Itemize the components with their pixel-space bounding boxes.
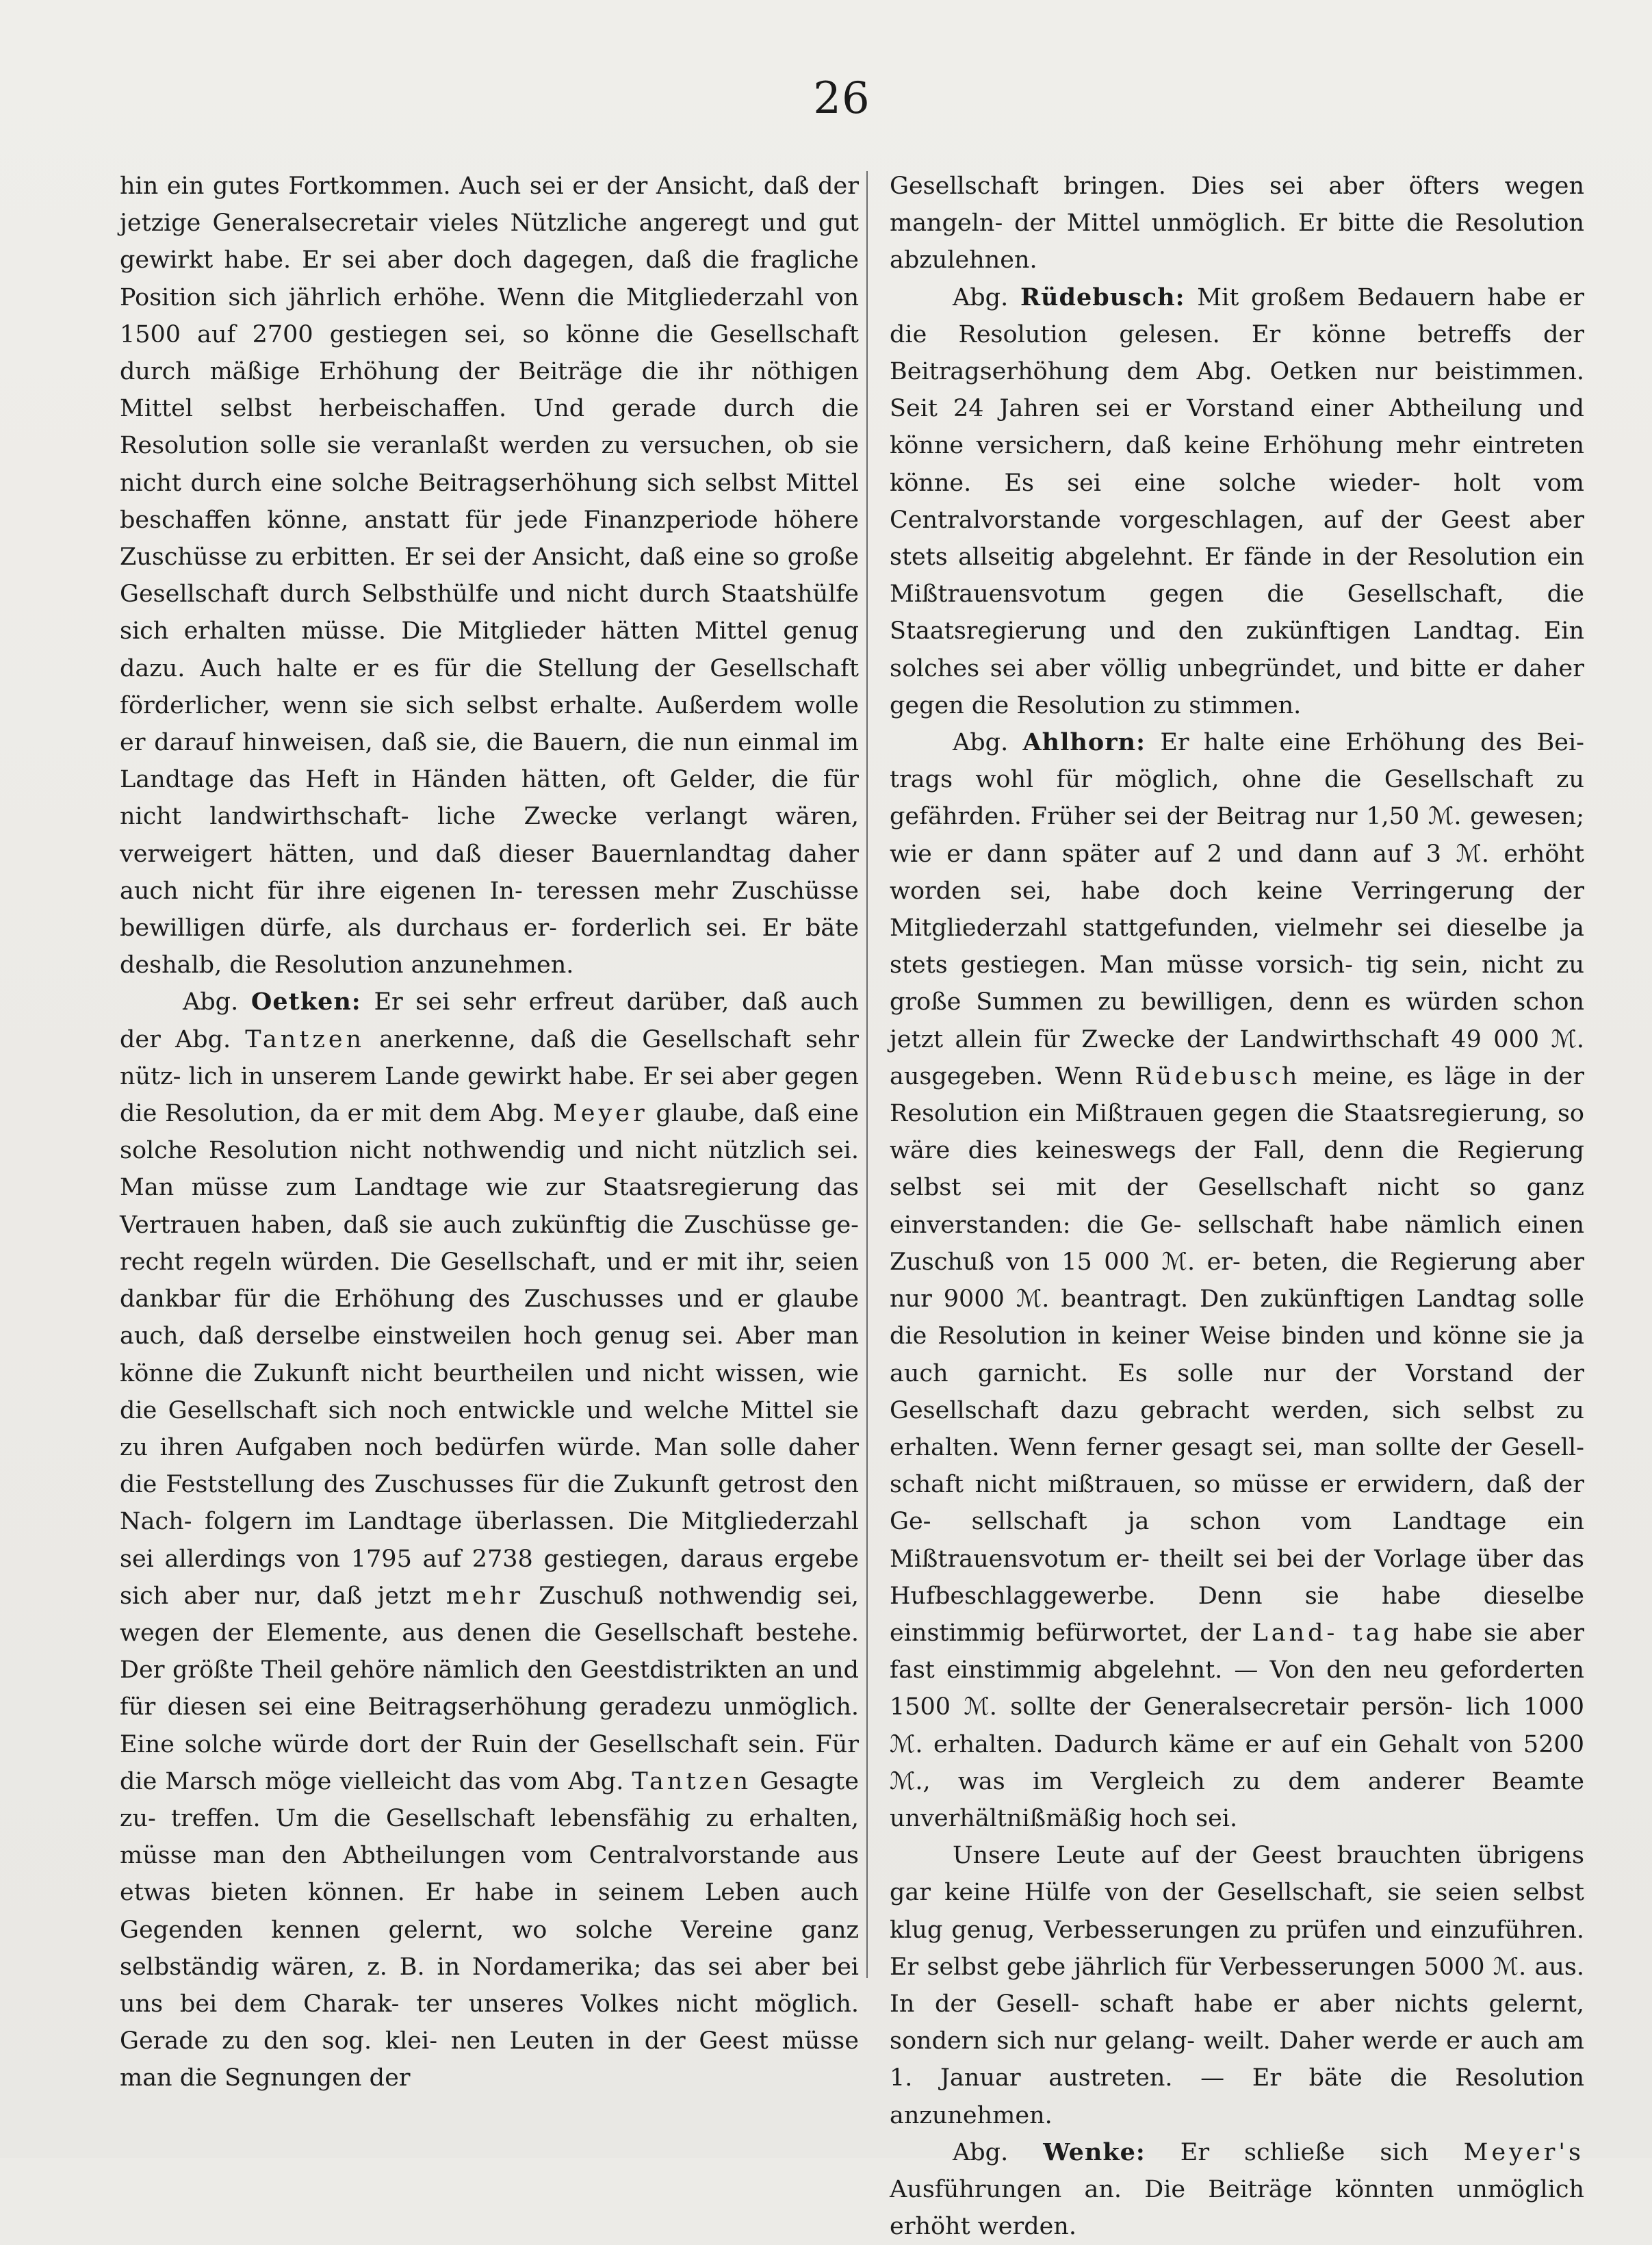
abg-prefix: Abg. xyxy=(953,2138,1009,2166)
paragraph-text: Er schließe sich xyxy=(1180,2138,1429,2166)
paragraph-text: meine, es läge in der Resolution ein Mißtrauen gegen die Staatsregierung, so wäre dies keineswegs der Fall, denn die Regierung selbst sei mit der Gesellschaft nicht so ganz einverstanden: die Ge- sellschaft habe nämlich einen Zuschuß von 15 000 ℳ. er- beten, die Regierung aber nur 9000 ℳ. beantragt. Den zukünftigen Landtag solle die Resolution in keiner Weise binden und könne sie ja auch garnicht. Es solle nur der Vorstand der Gesellschaft dazu gebracht werden, sich selbst zu erhalten. Wenn ferner gesagt sei, man sollte der Gesell- schaft nicht mißtrauen, so müsse er erwidern, daß der Ge- sellschaft ja schon vom Landtage ein Mißtrauensvotum er- theilt sei bei der Vorlage über das Hufbeschlaggewerbe. Denn sie habe dieselbe einstimmig befürwortet, der xyxy=(890,1062,1584,1647)
paragraph-text: Gesagte zu- treffen. Um die Gesellschaft lebensfähig zu erhalten, müsse man den Abtheilungen vom Centralvorstande aus etwas bieten können. Er habe in seinem Leben auch Gegenden kennen gelernt, wo solche Vereine ganz selbständig wären, z. B. in Nordamerika; das sei aber bei uns bei dem Charak- ter unseres Volkes nicht möglich. Gerade zu den sog. klei- nen Leuten in der Geest müsse man die Segnungen der xyxy=(120,1767,859,2092)
emphasized-name: Tantzen xyxy=(632,1767,752,1795)
abg-prefix: Abg. xyxy=(183,988,239,1016)
left-column xyxy=(120,168,859,2097)
speaker-name: Rüdebusch: xyxy=(1020,283,1185,311)
abg-prefix: Abg. xyxy=(953,283,1009,311)
abg-prefix: Abg. xyxy=(953,729,1009,757)
emphasized-name: Rüdebusch xyxy=(1135,1062,1301,1090)
paragraph-text: Mit großem Bedauern habe er die Resolution gelesen. Er könne betreffs der Beitragserhöhung dem Abg. Oetken nur beistimmen. Seit 24 Jahren sei er Vorstand einer Abtheilung und könne versichern, daß keine Erhöhung mehr eintreten könne. Es sei eine solche wieder- holt vom Centralvorstande vorgeschlagen, auf der Geest aber stets allseitig abgelehnt. Er fände in der Resolution ein Mißtrauensvotum gegen die Gesellschaft, die Staatsregierung und den zukünftigen Landtag. Ein solches sei aber völlig unbegründet, und bitte er daher gegen die Resolution zu stimmen. xyxy=(890,283,1584,719)
paragraph-oetken xyxy=(120,984,859,2096)
paragraph-continuation xyxy=(890,168,1584,279)
column-divider xyxy=(866,171,868,1978)
paragraph-text: glaube, daß eine solche Resolution nicht nothwendig und nicht nützlich sei. Man müsse zum Landtage wie zur Staatsregierung das Vertrauen haben, daß sie auch zukünftig die Zuschüsse ge- recht regeln würden. Die Gesellschaft, und er mit ihr, seien dankbar für die Erhöhung des Zuschusses und er glaube auch, daß derselbe einstweilen hoch genug sei. Aber man könne die Zukunft nicht beurtheilen und nicht wissen, wie die Gesellschaft sich noch entwickle und welche Mittel sie zu ihren Aufgaben noch bedürfen würde. Man solle daher die Feststellung des Zuschusses für die Zukunft getrost den Nach- folgern im Landtage überlassen. Die Mitgliederzahl sei allerdings von 1795 auf 2738 gestiegen, daraus ergebe sich aber nur, daß jetzt xyxy=(120,1100,859,1610)
paragraph-text: Zuschuß nothwendig sei, wegen der Elemente, aus denen die Gesellschaft bestehe. Der größte Theil gehöre nämlich den Geestdistrikten an und für diesen sei eine Beitragserhöhung geradezu unmöglich. Eine solche würde dort der Ruin der Gesellschaft sein. Für die Marsch möge vielleicht das vom Abg. xyxy=(120,1582,859,1795)
paragraph-text: anerkenne, daß die Gesellschaft sehr nütz- lich in unserem Lande gewirkt habe. Er sei aber gegen die Resolution, da er mit dem Abg. xyxy=(120,1025,859,1128)
paragraph-continuation-ahlhorn xyxy=(890,1837,1584,2134)
right-column xyxy=(890,168,1584,2245)
paragraph-ahlhorn xyxy=(890,724,1584,1837)
paragraph-wenke xyxy=(890,2134,1584,2245)
emphasized-name: Meyer's xyxy=(1463,2138,1584,2166)
paragraph-text: habe sie aber fast einstimmig abgelehnt. — Von den neu geforderten 1500 ℳ. sollte der Generalsecretair persön- lich 1000 ℳ. erhalten. Dadurch käme er auf ein Gehalt von 5200 ℳ., was im Vergleich zu dem anderer Beamte unverhältnißmäßig hoch sei. xyxy=(890,1619,1584,1832)
speaker-name: Oetken: xyxy=(250,988,361,1016)
paragraph-continuation xyxy=(120,168,859,984)
emphasized-name: Tantzen xyxy=(245,1025,365,1053)
paragraph-text: Gesellschaft bringen. Dies sei aber öfters wegen mangeln- der Mittel unmöglich. Er bitte die Resolution abzulehnen. xyxy=(890,172,1584,274)
speaker-name: Wenke: xyxy=(1043,2138,1146,2166)
paragraph-text: Er sei sehr erfreut darüber, daß auch der Abg. xyxy=(120,988,859,1053)
paragraph-text: Er halte eine Erhöhung des Bei- trags wohl für möglich, ohne die Gesellschaft zu gefährden. Früher sei der Beitrag nur 1,50 ℳ. gewesen; wie er dann später auf 2 und dann auf 3 ℳ. erhöht worden sei, habe doch keine Verringerung der Mitgliederzahl stattgefunden, vielmehr sei dieselbe ja stets gestiegen. Man müsse vorsich- tig sein, nicht zu große Summen zu bewilligen, denn es würden schon jetzt allein für Zwecke der Landwirthschaft 49 000 ℳ. ausgegeben. Wenn xyxy=(890,729,1584,1090)
paragraph-text: Unsere Leute auf der Geest brauchten übrigens gar keine Hülfe von der Gesellschaft, sie seien selbst klug genug, Verbesserungen zu prüfen und einzuführen. Er selbst gebe jährlich für Verbesserungen 5000 ℳ. aus. In der Gesell- schaft habe er aber nichts gelernt, sondern sich nur gelang- weilt. Daher werde er auch am 1. Januar austreten. — Er bäte die Resolution anzunehmen. xyxy=(890,1842,1584,2129)
emphasized-word: mehr xyxy=(446,1582,524,1610)
paragraph-ruedebusch xyxy=(890,279,1584,724)
page-number: 26 xyxy=(813,73,870,124)
emphasized-word: Land- tag xyxy=(1252,1619,1402,1647)
emphasized-name: Meyer xyxy=(552,1100,648,1128)
speaker-name: Ahlhorn: xyxy=(1022,728,1146,757)
paragraph-text: Ausführungen an. Die Beiträge könnten unmöglich erhöht werden. xyxy=(890,2175,1584,2241)
paragraph-text: hin ein gutes Fortkommen. Auch sei er der Ansicht, daß der jetzige Generalsecretair vieles Nützliche angeregt und gut gewirkt habe. Er sei aber doch dagegen, daß die fragliche Position sich jährlich erhöhe. Wenn die Mitgliederzahl von 1500 auf 2700 gestiegen sei, so könne die Gesellschaft durch mäßige Erhöhung der Beiträge die ihr nöthigen Mittel selbst herbeischaffen. Und gerade durch die Resolution solle sie veranlaßt werden zu versuchen, ob sie nicht durch eine solche Beitragserhöhung sich selbst Mittel beschaffen könne, anstatt für jede Finanzperiode höhere Zuschüsse zu erbitten. Er sei der Ansicht, daß eine so große Gesellschaft durch Selbsthülfe und nicht durch Staatshülfe sich erhalten müsse. Die Mitglieder hätten Mittel genug dazu. Auch halte er es für die Stellung der Gesellschaft förderlicher, wenn sie sich selbst erhalte. Außerdem wolle er darauf hinweisen, daß sie, die Bauern, die nun einmal im Landtage das Heft in Händen hätten, oft Gelder, die für nicht landwirthschaft- liche Zwecke verlangt wären, verweigert hätten, und daß dieser Bauernlandtag daher auch nicht für ihre eigenen In- teressen mehr Zuschüsse bewilligen dürfe, als durchaus er- forderlich sei. Er bäte deshalb, die Resolution anzunehmen. xyxy=(120,172,859,979)
